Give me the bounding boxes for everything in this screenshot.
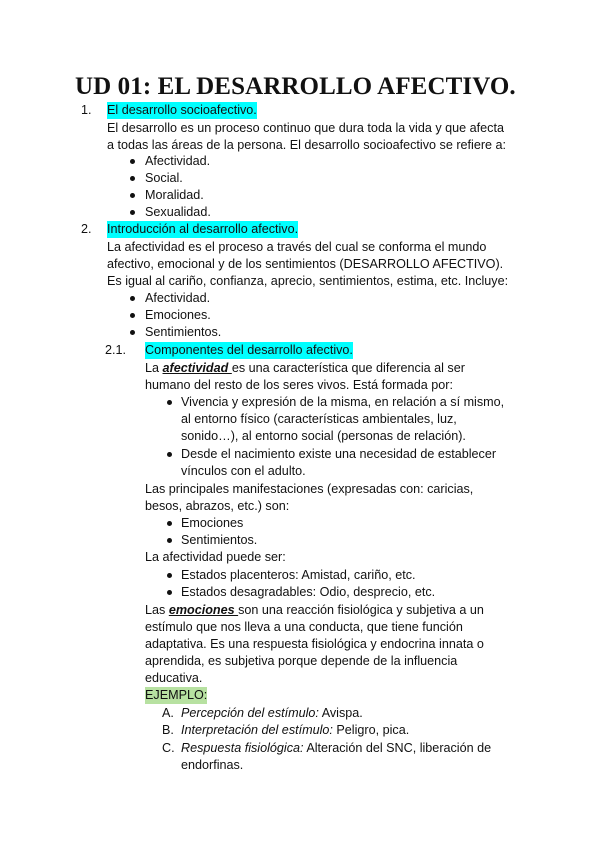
section-2-paragraph-line: afectivo, emocional y de los sentimientos (DESARROLLO AFECTIVO). <box>107 257 504 271</box>
section-1-paragraph-line: a todas las áreas de la persona. El desarrollo socioafectivo se refiere a: <box>107 138 507 152</box>
list-item: Estados desagradables: Odio, desprecio, etc. <box>181 585 436 599</box>
bullet-icon <box>167 400 172 405</box>
bullet-icon <box>167 538 172 543</box>
example-item: Percepción del estímulo: Avispa. <box>181 706 363 720</box>
bullet-icon <box>167 521 172 526</box>
list-item: Afectividad. <box>145 291 211 305</box>
list-item: Emociones <box>181 516 244 530</box>
section-2-paragraph-line: La afectividad es el proceso a través del cual se conforma el mundo <box>107 240 487 254</box>
bullet-icon <box>167 573 172 578</box>
afectividad-puede-ser-line: La afectividad puede ser: <box>145 550 286 564</box>
list-item: Sentimientos. <box>181 533 258 547</box>
example-letter: B. <box>162 723 174 737</box>
manifestaciones-paragraph-line: Las principales manifestaciones (expresadas con: caricias, <box>145 482 474 496</box>
emociones-paragraph-line: estímulo que nos lleva a una conducta, que tiene función <box>145 620 463 634</box>
example-item: Interpretación del estímulo: Peligro, pica. <box>181 723 410 737</box>
emociones-paragraph-line: adaptativa. Es una respuesta fisiológica y endocrina innata o <box>145 637 484 651</box>
afectividad-paragraph-line: La afectividad es una característica que diferencia al ser <box>145 361 465 375</box>
example-letter: C. <box>162 741 175 755</box>
section-1-heading: El desarrollo socioafectivo. <box>107 103 257 117</box>
example-label: EJEMPLO: <box>145 688 208 702</box>
bullet-icon <box>130 296 135 301</box>
section-1-number: 1. <box>81 103 92 117</box>
bullet-icon <box>130 313 135 318</box>
list-item: Sentimientos. <box>145 325 222 339</box>
section-1-paragraph-line: El desarrollo es un proceso continuo que dura toda la vida y que afecta <box>107 121 504 135</box>
example-item-continuation: endorfinas. <box>181 758 244 772</box>
section-2-1-number: 2.1. <box>105 343 127 357</box>
section-2-1-heading: Componentes del desarrollo afectivo. <box>145 343 353 357</box>
list-item: Sexualidad. <box>145 205 211 219</box>
bullet-icon <box>130 330 135 335</box>
list-item-continuation: vínculos con el adulto. <box>181 464 306 478</box>
list-item: Desde el nacimiento existe una necesidad de establecer <box>181 447 497 461</box>
list-item-continuation: al entorno físico (características ambientales, luz, <box>181 412 457 426</box>
list-item-continuation: sonido…), al entorno social (personas de relación). <box>181 429 466 443</box>
page-title: UD 01: EL DESARROLLO AFECTIVO. <box>75 73 516 100</box>
bullet-icon <box>167 452 172 457</box>
list-item: Moralidad. <box>145 188 204 202</box>
afectividad-paragraph-line: humano del resto de los seres vivos. Está formada por: <box>145 378 453 392</box>
emociones-paragraph-line: aprendida, es subjetiva porque depende de la influencia <box>145 654 458 668</box>
keyword-emociones: emociones <box>168 603 239 617</box>
emociones-paragraph-line: educativa. <box>145 671 203 685</box>
list-item: Vivencia y expresión de la misma, en relación a sí mismo, <box>181 395 505 409</box>
bullet-icon <box>130 193 135 198</box>
list-item: Emociones. <box>145 308 211 322</box>
bullet-icon <box>130 210 135 215</box>
list-item: Estados placenteros: Amistad, cariño, etc. <box>181 568 416 582</box>
keyword-afectividad: afectividad <box>162 361 232 375</box>
bullet-icon <box>130 176 135 181</box>
emociones-paragraph-line: Las emociones son una reacción fisiológica y subjetiva a un <box>145 603 484 617</box>
section-2-number: 2. <box>81 222 92 236</box>
example-letter: A. <box>162 706 174 720</box>
section-2-paragraph-line: Es igual al cariño, confianza, aprecio, sentimientos, estima, etc. Incluye: <box>107 274 509 288</box>
example-item: Respuesta fisiológica: Alteración del SNC, liberación de <box>181 741 492 755</box>
manifestaciones-paragraph-line: besos, abrazos, etc.) son: <box>145 499 290 513</box>
bullet-icon <box>167 590 172 595</box>
list-item: Social. <box>145 171 183 185</box>
section-2-heading: Introducción al desarrollo afectivo. <box>107 222 299 236</box>
bullet-icon <box>130 159 135 164</box>
list-item: Afectividad. <box>145 154 211 168</box>
